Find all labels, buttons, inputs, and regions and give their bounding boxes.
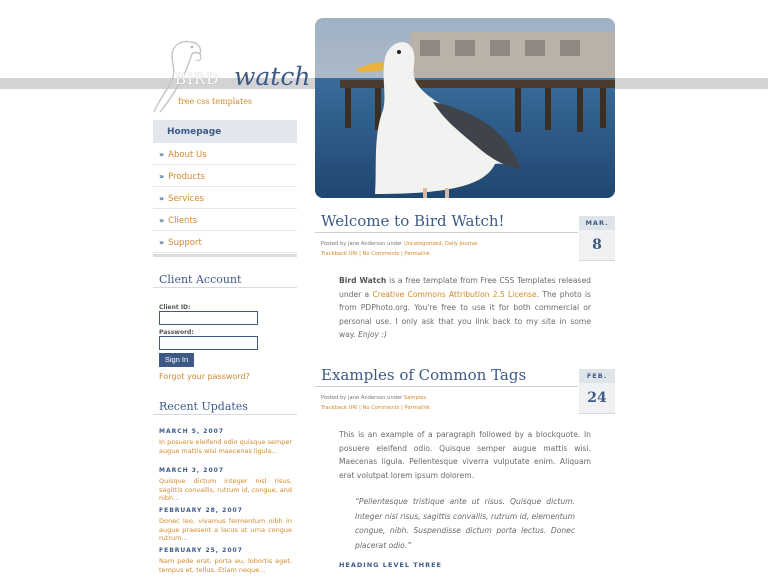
post-body — [339, 274, 591, 342]
double-arrow-icon: » — [159, 150, 165, 159]
post-category-links[interactable]: Uncategorized, Daily Journal — [403, 241, 478, 247]
post-author: Posted by Jane Anderson under — [321, 241, 404, 247]
body-text: . The photo is from PDPhoto.org. You're free to use it for both commercial or personal use. I only ask that you link back to my site in some way. — [339, 289, 591, 340]
nav-item-label: Products — [168, 172, 205, 182]
client-id-label: Client ID: — [159, 304, 191, 311]
sidebar-nav — [153, 120, 297, 257]
section-divider — [153, 414, 297, 415]
list-item — [159, 467, 292, 503]
post-date-month: MAR. — [579, 216, 615, 230]
post-title[interactable]: Welcome to Bird Watch! — [321, 212, 505, 230]
post-date-month: FEB. — [579, 369, 615, 383]
update-link[interactable]: In posuere eleifend odio quisque semper augue mattis wisi maecenas ligula... — [159, 438, 292, 455]
nav-item-support[interactable] — [153, 231, 297, 253]
nav-item-products[interactable] — [153, 165, 297, 187]
double-arrow-icon: » — [159, 172, 165, 181]
update-date: FEBRUARY 28, 2007 — [159, 507, 243, 514]
double-arrow-icon: » — [159, 216, 165, 225]
update-link[interactable]: Nam pede erat, porta eu, lobortis eget, tempus et, tellus. Etiam neque... — [159, 557, 292, 574]
blockquote: “Pellentesque tristique ante ut risus. Quisque dictum. Integer nisl risus, sagittis convallis, rutrum id, elementum congue, nibh. Suspendisse dictum porta lectus. Donec placerat odio.” — [355, 497, 575, 550]
post-links[interactable]: Trackback URI | No Comments | Permalink — [321, 405, 430, 411]
nav-item-label: Clients — [168, 216, 198, 226]
section-divider — [153, 287, 297, 288]
update-link[interactable]: Quisque dictum integer nisl risus, sagittis convallis, rutrum id, congue, and nibh... — [159, 477, 292, 502]
site-name-bold: Bird Watch — [339, 276, 387, 285]
recent-updates-heading: Recent Updates — [159, 400, 248, 413]
client-account-heading: Client Account — [159, 273, 242, 286]
nav-item-homepage[interactable]: Homepage — [153, 120, 297, 143]
password-label: Password: — [159, 329, 194, 336]
nav-divider — [153, 254, 297, 257]
post-paragraph: This is an example of a paragraph followed by a blockquote. In posuere eleifend odio. Quisque semper augue mattis wisi. Maecenas ligula. Pellentesque viverra vulputate enim. Aliquam erat volutpat lorem ipsum dolorem. — [339, 430, 591, 480]
double-arrow-icon: » — [159, 194, 165, 203]
list-item — [159, 507, 292, 543]
list-item — [159, 547, 292, 574]
post-divider — [315, 386, 578, 387]
update-date: MARCH 3, 2007 — [159, 467, 224, 474]
post-meta — [321, 239, 478, 259]
body-italic: Enjoy :) — [358, 330, 387, 340]
post-category-links[interactable]: Samples — [403, 395, 427, 401]
sign-in-button[interactable]: Sign In — [159, 353, 194, 367]
logo-watch-text: watch — [234, 62, 311, 91]
update-link[interactable]: Donec leo, vivamus fermentum nibh in augue praesent a lacus at urna congue rutrum... — [159, 517, 292, 542]
nav-item-services[interactable] — [153, 187, 297, 209]
update-date: FEBRUARY 25, 2007 — [159, 547, 243, 554]
nav-item-about-us[interactable] — [153, 143, 297, 165]
post-date-box — [579, 369, 615, 414]
nav-item-label: Services — [168, 194, 205, 204]
double-arrow-icon: » — [159, 238, 165, 247]
update-date: MARCH 5, 2007 — [159, 428, 224, 435]
heading-level-three: HEADING LEVEL THREE — [339, 561, 442, 569]
nav-item-clients[interactable] — [153, 209, 297, 231]
nav-item-label: About Us — [168, 150, 207, 160]
logo-bird-text: BIRD — [175, 70, 220, 88]
logo-tagline: free css templates — [178, 97, 253, 106]
body-text: is a free template from Free CSS Templates released under a — [339, 276, 592, 299]
client-id-field[interactable] — [159, 311, 258, 325]
post-meta — [321, 393, 430, 413]
license-link[interactable]: Creative Commons Attribution 2.5 License — [372, 289, 537, 299]
post-date-day: 24 — [579, 383, 615, 414]
post-date-box — [579, 216, 615, 261]
post-title[interactable]: Examples of Common Tags — [321, 366, 527, 384]
forgot-password-link[interactable]: Forgot your password? — [159, 372, 250, 381]
post-links[interactable]: Trackback URI | No Comments | Permalink — [321, 251, 430, 257]
list-item — [159, 428, 292, 455]
post-divider — [315, 232, 578, 233]
post-date-day: 8 — [579, 230, 615, 261]
post-author: Posted by Jane Anderson under — [321, 395, 404, 401]
header-photo — [315, 18, 615, 198]
password-field[interactable] — [159, 336, 258, 350]
nav-item-label: Support — [168, 238, 202, 248]
